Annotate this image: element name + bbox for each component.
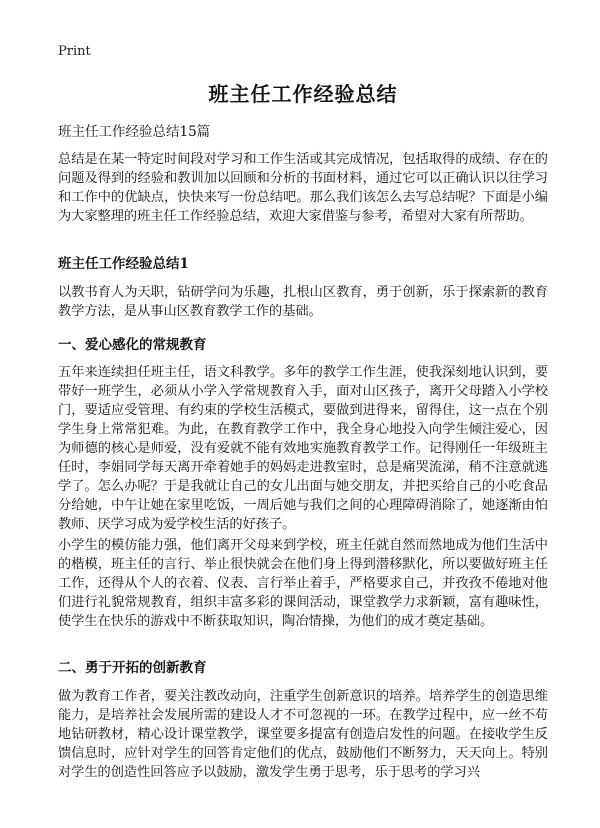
section-intro-paragraph: 以教书育人为天职，钻研学问为乐趣，扎根山区教育，勇于创新，乐于探索新的教育教学方法，是从事山区教育教学工作的基础。 [58,285,548,319]
body-paragraph-2: 小学生的模仿能力强，他们离开父母来到学校，班主任就自然而然地成为他们生活中的楷模，班主任的言行、举止很快就会在他们身上得到潜移默化，所以要做好班主任工作，还得从个人的衣着、仪表、言行举止着手，严格要求自己，并孜孜不倦地对他们进行礼貌常规教育，组织丰富多彩的课间活动，课堂教学力求新颖，富有趣味性，使学生在快乐的游戏中不断获取知识，陶冶情操，为他们的成才奠定基础。 [58,538,548,629]
heading-caring-education: 一、爱心感化的常规教育 [58,337,207,353]
heading-innovative-education: 二、勇于开拓的创新教育 [58,660,207,676]
document-subtitle: 班主任工作经验总结15篇 [58,124,211,140]
document-title: 班主任工作经验总结 [208,82,398,106]
body-paragraph-1: 五年来连续担任班主任，语文科教学。多年的教学工作生涯，使我深刻地认识到，要带好一班学生，必须从小学入学常规教育入手，面对山区孩子，离开父母踏入小学校门，要适应受管理、有约束的学校生活模式，要做到进得来，留得住，这一点在个别学生身上常常犯难。为此，在教育教学工作中，我全身心地投入向学生倾注爱心，因为师德的核心是师爱，没有爱就不能有效地实施教育教学工作。记得刚任一年级班主任时，李娟同学每天离开牵着她手的妈妈走进教室时，总是痛哭流涕，稍不注意就逃学了。怎么办呢？于是我就让自己的女儿出面与她交朋友，并把买给自己的小吃食品分给她，中午让她在家里吃饭，一周后她与我们之间的心理障碍消除了，她逐渐由怕教师、厌学习成为爱学校生活的好孩子。 [58,365,548,532]
intro-paragraph: 总结是在某一特定时间段对学习和工作生活或其完成情况，包括取得的成绩、存在的问题及得到的经验和教训加以回顾和分析的书面材料，通过它可以正确认识以往学习和工作中的优缺点，快快来写一份总结吧。那么我们该怎么去写总结呢？下面是小编为大家整理的班主任工作经验总结，欢迎大家借鉴与参考，希望对大家有所帮助。 [58,152,548,224]
body-paragraph-3: 做为教育工作者，要关注教改动向，注重学生创新意识的培养。培养学生的创造思维能力，是培养社会发展所需的建设人才不可忽视的一环。在教学过程中，应一丝不苟地钻研教材，精心设计课堂教学，课堂要多提富有创造启发性的问题。在接收学生反馈信息时，应针对学生的回答肯定他们的优点，鼓励他们不断努力，天天向上。特别对学生的创造性回答应予以鼓励，激发学生勇于思考，乐于思考的学习兴 [58,689,548,780]
print-link[interactable]: Print [58,44,91,59]
section-title: 班主任工作经验总结1 [58,256,189,272]
